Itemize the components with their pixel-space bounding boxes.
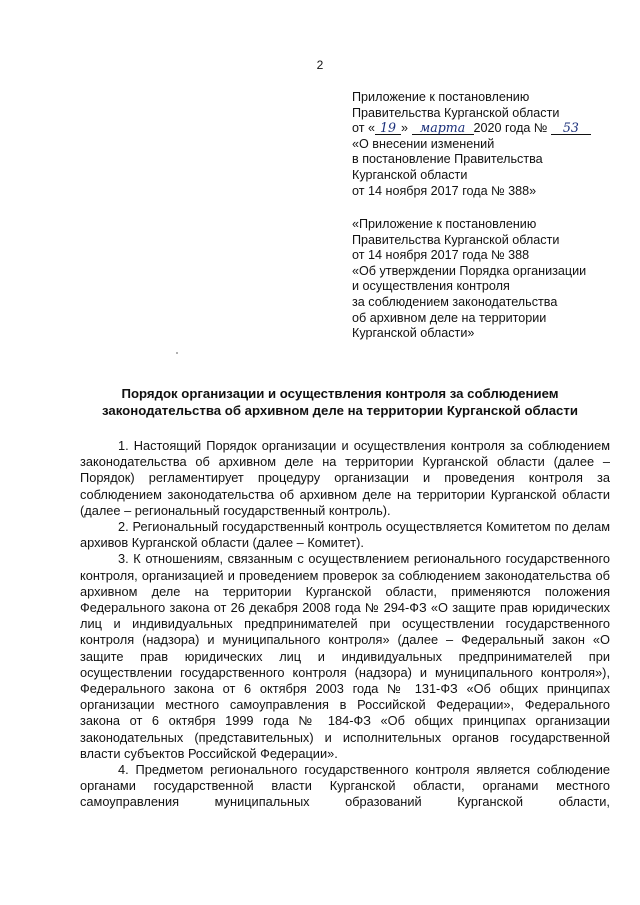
appendix-line: «Приложение к постановлению [352,217,537,231]
document-title [80,385,600,419]
date-suffix: 2020 года № [473,121,548,136]
appendix-amendment-block [352,90,632,199]
appendix-line: «О внесении изменений [352,136,495,151]
document-body [80,438,610,811]
appendix-date-line [352,121,632,137]
appendix-line: за соблюдением законодательства [352,294,558,309]
appendix-line: Приложение к постановлению [352,90,530,104]
paragraph-1: 1. Настоящий Порядок организации и осуществления контроля за соблюдением законодательства об архивном деле на территории Курганской области (далее – Порядок) регламентирует процедуру организации и проведения контроля за соблюдением законодательства об архивном деле на территории Курганской области (далее – региональный государственный контроль). [80,438,610,518]
appendix-original-block [352,217,632,342]
handwritten-month: марта [412,121,474,135]
date-separator: » [401,121,409,136]
title-line-1: Порядок организации и осуществления контроля за соблюдением [121,386,559,401]
handwritten-day: 19 [375,121,401,135]
appendix-line: Курганской области» [352,326,475,341]
appendix-line: «Об утверждении Порядка организации [352,263,587,278]
appendix-line: от 14 ноября 2017 года № 388» [352,183,537,198]
appendix-line: от 14 ноября 2017 года № 388 [352,248,530,263]
appendix-line: Правительства Курганской области [352,232,560,247]
title-line-2: законодательства об архивном деле на территории Курганской области [102,403,578,418]
appendix-line: Правительства Курганской области [352,105,560,120]
appendix-line: Курганской области [352,167,468,182]
date-prefix: от « [352,121,375,136]
page-number: 2 [316,58,324,72]
appendix-line: об архивном деле на территории [352,310,547,325]
handwritten-number: 53 [551,121,591,135]
scan-speck [176,352,178,354]
appendix-line: и осуществления контроля [352,279,510,294]
paragraph-4: 4. Предметом регионального государственного контроля является соблюдение органами государственной власти Курганской области, органами местного самоуправления муниципальных образований Курганской области, [80,762,610,810]
appendix-line: в постановление Правительства [352,152,543,167]
paragraph-2: 2. Региональный государственный контроль осуществляется Комитетом по делам архивов Курганской области (далее – Комитет). [80,519,610,551]
paragraph-3: 3. К отношениям, связанным с осуществлением регионального государственного контроля, организацией и проведением проверок за соблюдением законодательства об архивном деле на территории Курганской области, применяются положения Федерального закона от 26 декабря 2008 года № 294-ФЗ «О защите прав юридических лиц и индивидуальных предпринимателей при осуществлении государственного контроля (надзора) и муниципального контроля» (далее – Федеральный закон «О защите прав юридических лиц и индивидуальных предпринимателей при осуществлении государственного контроля (надзора) и муниципального контроля»), Федерального закона от 6 октября 2003 года № 131-ФЗ «Об общих принципах организации местного самоуправления в Российской Федерации», Федерального закона от 6 октября 1999 года № 184-ФЗ «Об общих принципах организации законодательных (представительных) и исполнительных органов государственной власти субъектов Российской Федерации». [80,551,610,761]
